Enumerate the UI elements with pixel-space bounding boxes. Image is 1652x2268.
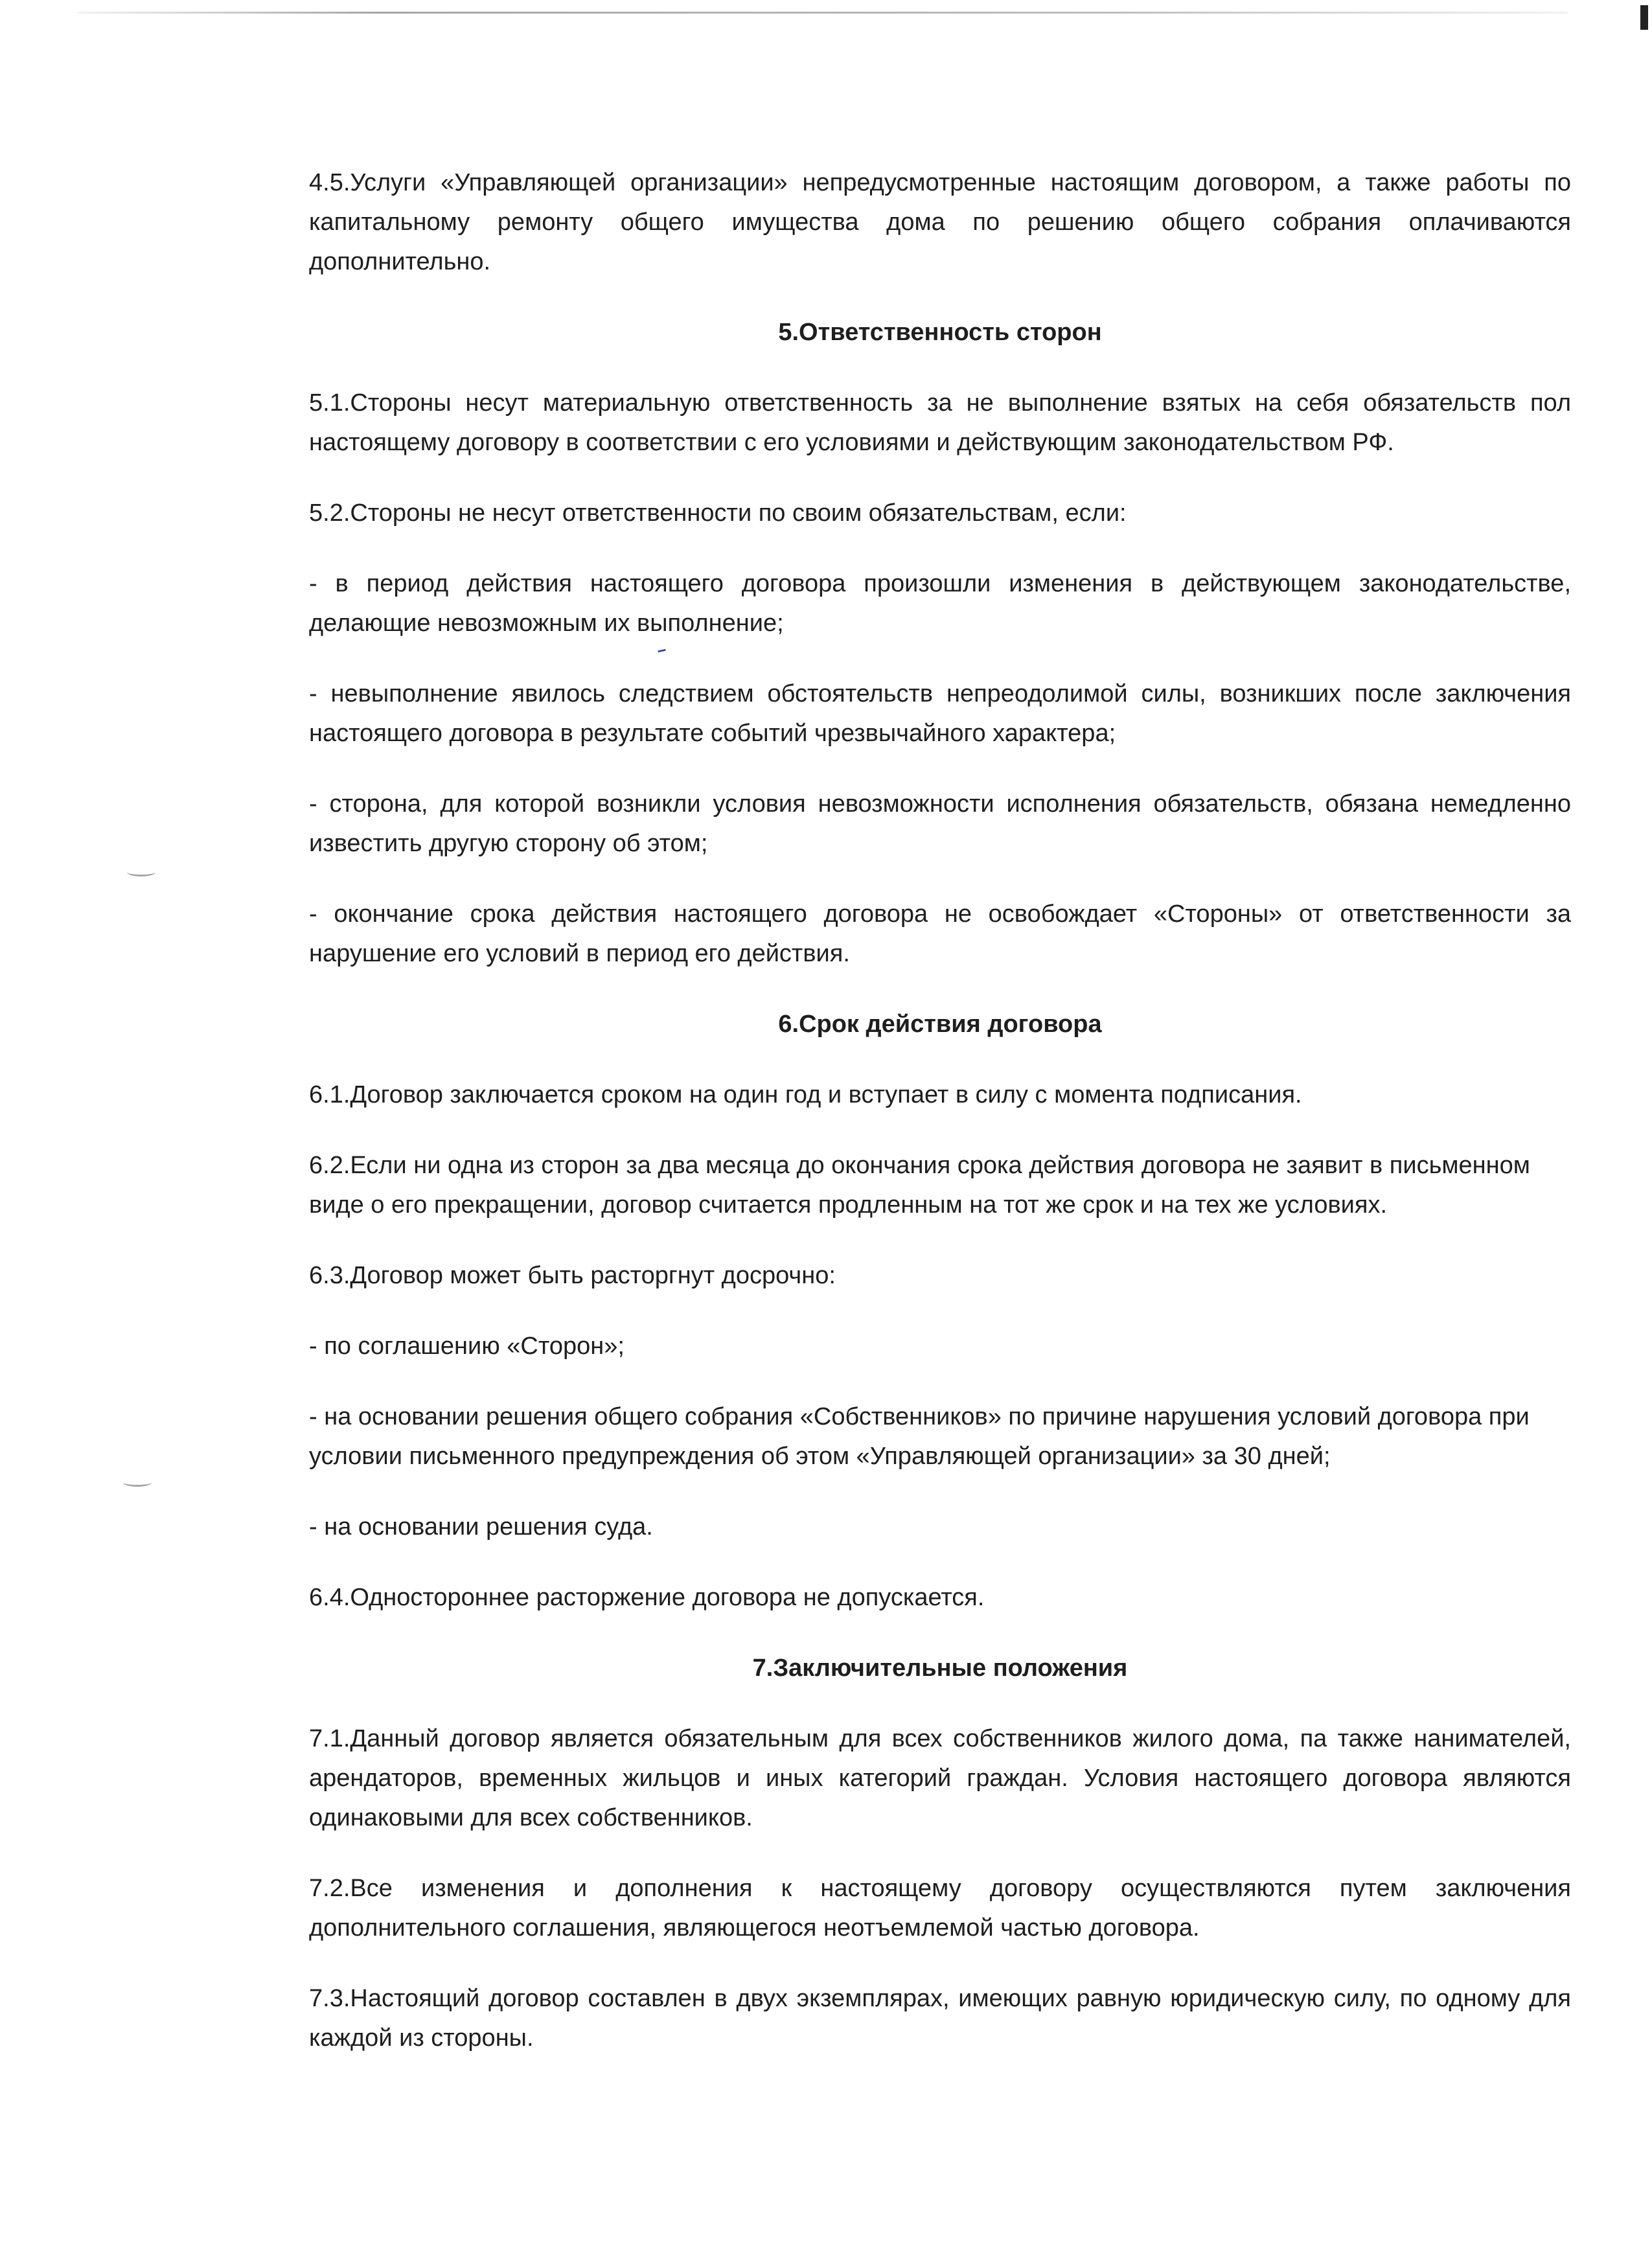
list-item: - на основании решения общего собрания «Собственников» по причине нарушения условий договора при условии письменного предупреждения об этом «Управляющей организации» за 30 дней; [309,1403,1530,1470]
paragraph-5-2: 5.2.Стороны не несут ответственности по своим обязательствам, если: [309,499,1127,527]
section-heading-5: 5.Ответственность сторон [778,319,1102,346]
scan-edge-mark [127,868,155,876]
section-heading-6: 6.Срок действия договора [778,1011,1102,1038]
list-item: - окончание срока действия настоящего договора не освобождает «Стороны» от ответственности за нарушение его условий в период его действия. [309,900,1571,967]
paragraph-6-3: 6.3.Договор может быть расторгнут досрочно: [309,1262,836,1289]
paragraph-7-1: 7.1.Данный договор является обязательным для всех собственников жилого дома, па также нанимателей, арендаторов, временных жильцов и иных категорий граждан. Условия настоящего договора являются одинаковыми для всех собственников. [309,1725,1571,1831]
list-item: - сторона, для которой возникли условия невозможности исполнения обязательств, обязана немедленно известить другую сторону об этом; [309,790,1571,857]
list-item: - на основании решения суда. [309,1513,653,1541]
list-item: - в период действия настоящего договора произошли изменения в действующем законодательстве, делающие невозможным их выполнение; [309,570,1571,637]
document-body [309,163,1571,2089]
paragraph-6-2: 6.2.Если ни одна из сторон за два месяца до окончания срока действия договора не заявит в письменном виде о его прекращении, договор считается продленным на тот же срок и на тех же условиях. [309,1152,1530,1219]
paragraph-6-1: 6.1.Договор заключается сроком на один год и вступает в силу с момента подписания. [309,1081,1302,1108]
scan-corner-mark [1640,5,1648,30]
paragraph-4-5: 4.5.Услуги «Управляющей организации» непредусмотренные настоящим договором, а также работы по капитальному ремонту общего имущества дома по решению общего собрания оплачиваются дополнительно. [309,169,1571,275]
list-item: - по соглашению «Сторон»; [309,1333,625,1360]
scan-edge-mark [123,1478,152,1487]
paragraph-5-1: 5.1.Стороны несут материальную ответственность за не выполнение взятых на себя обязательств пол настоящему договору в соответствии с его условиями и действующим законодательством РФ. [309,389,1571,456]
paragraph-7-2: 7.2.Все изменения и дополнения к настоящему договору осуществляются путем заключения дополнительного соглашения, являющегося неотъемлемой частью договора. [309,1875,1571,1942]
scan-edge-line [78,12,1568,14]
paragraph-7-3: 7.3.Настоящий договор составлен в двух экземплярах, имеющих равную юридическую силу, по одному для каждой из стороны. [309,1985,1571,2052]
list-item: - невыполнение явилось следствием обстоятельств непреодолимой силы, возникших после заключения настоящего договора в результате событий чрезвычайного характера; [309,680,1571,747]
section-heading-7: 7.Заключительные положения [752,1655,1128,1682]
paragraph-6-4: 6.4.Одностороннее расторжение договора не допускается. [309,1584,985,1611]
